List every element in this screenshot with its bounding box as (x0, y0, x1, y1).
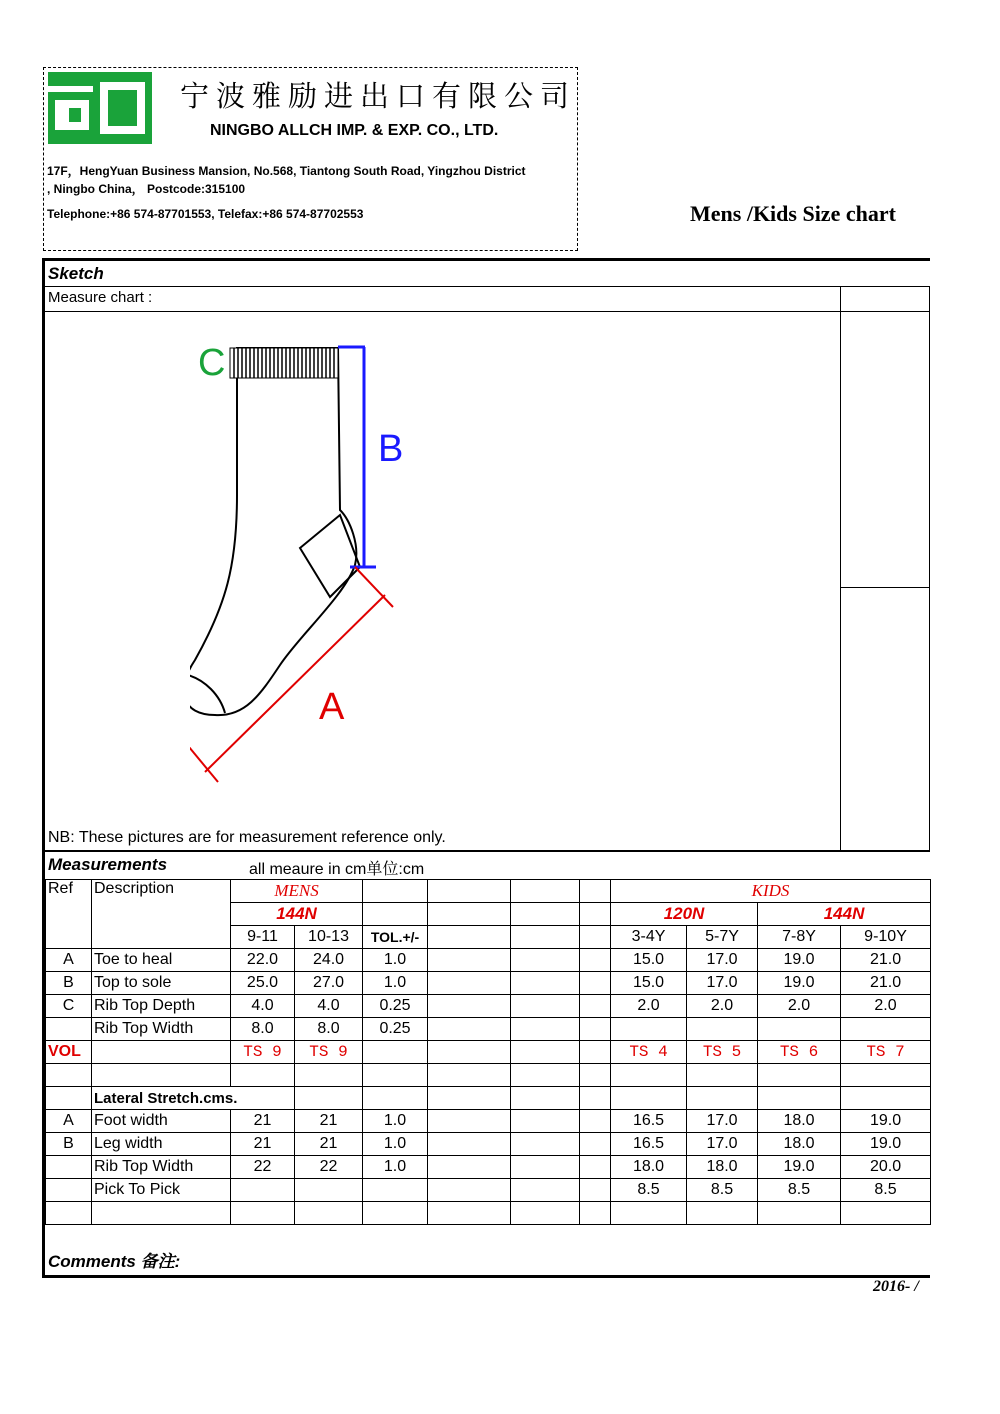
measure-chart-label: Measure chart : (48, 289, 153, 306)
table-row (46, 1156, 931, 1179)
ref-cell: A (46, 949, 92, 972)
kids-header: KIDS (611, 880, 931, 903)
value-cell: 8.0 (231, 1018, 295, 1041)
table-row (46, 1110, 931, 1133)
value-cell: 15.0 (611, 972, 687, 995)
tolerance-cell: 1.0 (363, 1110, 428, 1133)
vol-label: VOL (46, 1041, 92, 1064)
value-cell: 19.0 (841, 1133, 931, 1156)
value-cell: 25.0 (231, 972, 295, 995)
frame-bottom-rule (42, 1275, 930, 1278)
value-cell: 18.0 (758, 1110, 841, 1133)
spacer-row (46, 1064, 931, 1087)
ts-cell: TS 9 (295, 1041, 363, 1064)
size-cell: 5-7Y (687, 926, 758, 949)
value-cell: 17.0 (687, 1133, 758, 1156)
value-cell: 22 (295, 1156, 363, 1179)
sketch-divider (45, 286, 930, 287)
description-cell: Rib Top Depth (92, 995, 231, 1018)
value-cell: 8.5 (758, 1179, 841, 1202)
company-english-name: NINGBO ALLCH IMP. & EXP. CO., LTD. (210, 122, 499, 139)
lateral-header-row (46, 1087, 931, 1110)
measurements-section-label: Measurements (48, 855, 168, 874)
value-cell: 8.5 (841, 1179, 931, 1202)
value-cell: 19.0 (758, 949, 841, 972)
ref-cell: C (46, 995, 92, 1018)
table-row (46, 995, 931, 1018)
description-cell: Foot width (92, 1110, 231, 1133)
value-cell: 21 (231, 1110, 295, 1133)
value-cell: 18.0 (758, 1133, 841, 1156)
value-cell: 20.0 (841, 1156, 931, 1179)
value-cell: 19.0 (758, 972, 841, 995)
sketch-right-border (929, 286, 930, 850)
header-row-1 (46, 880, 931, 903)
kids-style-2: 144N (758, 903, 931, 926)
value-cell: 8.0 (295, 1018, 363, 1041)
size-cell: 9-10Y (841, 926, 931, 949)
ts-cell: TS 5 (687, 1041, 758, 1064)
value-cell: 19.0 (758, 1156, 841, 1179)
value-cell: 4.0 (231, 995, 295, 1018)
value-cell: 21.0 (841, 949, 931, 972)
description-header: Description (92, 880, 231, 949)
sketch-side-divider (840, 286, 841, 850)
value-cell: 21 (295, 1110, 363, 1133)
document-title: Mens /Kids Size chart (690, 201, 896, 226)
description-cell: Rib Top Width (92, 1156, 231, 1179)
company-chinese-name: 宁波雅励进出口有限公司 (180, 79, 577, 113)
ts-cell: TS 7 (841, 1041, 931, 1064)
ref-header: Ref (46, 880, 92, 949)
value-cell: 8.5 (687, 1179, 758, 1202)
size-cell: 9-11 (231, 926, 295, 949)
table-row (46, 972, 931, 995)
unit-note: all meaure in cm单位:cm (249, 861, 425, 878)
tolerance-cell: 1.0 (363, 972, 428, 995)
table-row (46, 1133, 931, 1156)
ref-cell (46, 1018, 92, 1041)
mens-header: MENS (231, 880, 363, 903)
value-cell: 18.0 (611, 1156, 687, 1179)
comments-label: Comments 备注: (48, 1252, 181, 1271)
description-cell: Pick To Pick (92, 1179, 231, 1202)
kids-style-1: 120N (611, 903, 758, 926)
sketch-label-b: B (378, 428, 404, 470)
value-cell: 2.0 (611, 995, 687, 1018)
company-contact: Telephone:+86 574-87701553, Telefax:+86 574-87702553 (47, 207, 364, 221)
value-cell: 19.0 (841, 1110, 931, 1133)
size-cell: 7-8Y (758, 926, 841, 949)
sketch-note: NB: These pictures are for measurement reference only. (48, 829, 446, 846)
value-cell: 21.0 (841, 972, 931, 995)
ref-cell: B (46, 1133, 92, 1156)
sketch-section-label: Sketch (48, 264, 104, 283)
value-cell (758, 1018, 841, 1041)
measurements-top-rule (45, 850, 930, 852)
ts-cell: TS 6 (758, 1041, 841, 1064)
value-cell (231, 1179, 295, 1202)
value-cell: 2.0 (687, 995, 758, 1018)
lateral-stretch-label: Lateral Stretch.cms. (92, 1087, 295, 1110)
value-cell: 17.0 (687, 1110, 758, 1133)
value-cell: 2.0 (758, 995, 841, 1018)
value-cell: 16.5 (611, 1133, 687, 1156)
value-cell: 17.0 (687, 949, 758, 972)
value-cell: 22.0 (231, 949, 295, 972)
value-cell: 15.0 (611, 949, 687, 972)
value-cell: 4.0 (295, 995, 363, 1018)
value-cell (687, 1018, 758, 1041)
tolerance-header: TOL.+/- (363, 926, 428, 949)
value-cell (611, 1018, 687, 1041)
tolerance-cell: 1.0 (363, 949, 428, 972)
mens-style: 144N (231, 903, 363, 926)
ts-cell: TS 9 (231, 1041, 295, 1064)
value-cell: 18.0 (687, 1156, 758, 1179)
description-cell: Toe to heal (92, 949, 231, 972)
tolerance-cell: 0.25 (363, 995, 428, 1018)
sketch-label-a: A (319, 686, 345, 728)
value-cell: 21 (295, 1133, 363, 1156)
measure-chart-divider (45, 311, 930, 312)
description-cell: Leg width (92, 1133, 231, 1156)
description-cell: Rib Top Width (92, 1018, 231, 1041)
ref-cell (46, 1156, 92, 1179)
value-cell: 16.5 (611, 1110, 687, 1133)
sketch-side-split (840, 587, 930, 588)
tolerance-cell (363, 1179, 428, 1202)
tolerance-cell: 1.0 (363, 1156, 428, 1179)
ref-cell: A (46, 1110, 92, 1133)
value-cell: 17.0 (687, 972, 758, 995)
value-cell (841, 1018, 931, 1041)
table-row (46, 949, 931, 972)
value-cell: 24.0 (295, 949, 363, 972)
date-text: 2016- / (873, 1278, 919, 1295)
company-address-line2: , Ningbo China， Postcode:315100 (47, 182, 246, 196)
vol-row (46, 1041, 931, 1064)
value-cell: 21 (231, 1133, 295, 1156)
frame-top-rule (42, 258, 930, 261)
ts-cell: TS 4 (611, 1041, 687, 1064)
table-row (46, 1179, 931, 1202)
ref-cell: B (46, 972, 92, 995)
value-cell: 22 (231, 1156, 295, 1179)
company-logo (48, 72, 152, 144)
size-cell: 10-13 (295, 926, 363, 949)
value-cell (295, 1179, 363, 1202)
empty-row (46, 1202, 931, 1225)
value-cell: 8.5 (611, 1179, 687, 1202)
ref-cell (46, 1179, 92, 1202)
tolerance-cell: 0.25 (363, 1018, 428, 1041)
value-cell: 27.0 (295, 972, 363, 995)
company-address-line1: 17F，HengYuan Business Mansion, No.568, Tiantong South Road, Yingzhou District (47, 164, 526, 178)
description-cell: Top to sole (92, 972, 231, 995)
tolerance-cell: 1.0 (363, 1133, 428, 1156)
sketch-label-c: C (198, 342, 226, 384)
measurement-table (45, 879, 931, 1225)
value-cell: 2.0 (841, 995, 931, 1018)
table-row (46, 1018, 931, 1041)
sock-sketch (190, 335, 410, 790)
size-cell: 3-4Y (611, 926, 687, 949)
